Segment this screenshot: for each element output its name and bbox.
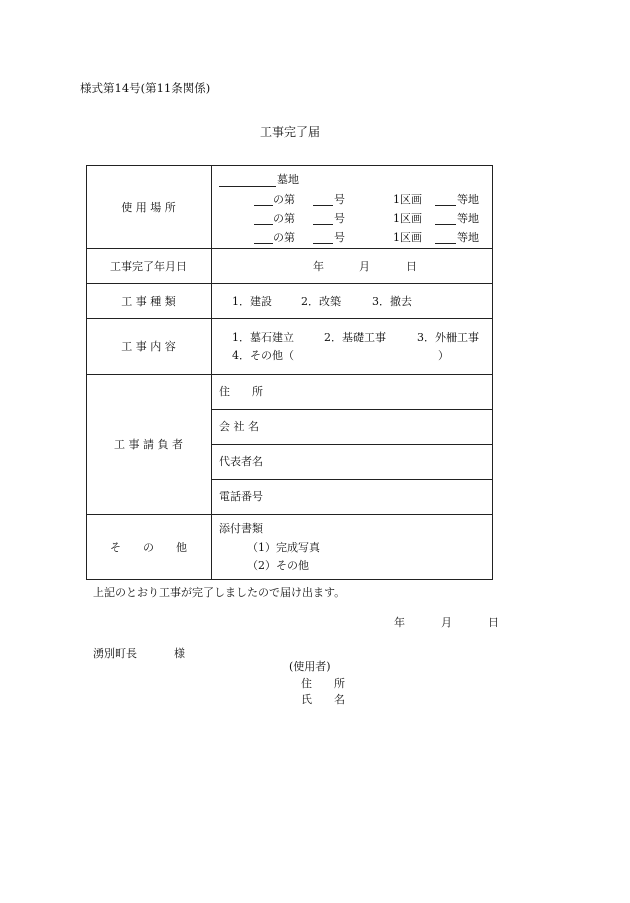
form-number: 様式第14号(第11条関係) bbox=[80, 81, 211, 95]
table-border-left bbox=[86, 165, 87, 580]
statement: 上記のとおり工事が完了しましたので届け出ます。 bbox=[93, 586, 346, 599]
table-border-right bbox=[492, 165, 493, 580]
work-content-option: 2．基礎工事 bbox=[324, 331, 386, 344]
contractor-representative-label: 代表者名 bbox=[219, 455, 263, 468]
signature-day: 日 bbox=[488, 616, 499, 629]
subrow-divider bbox=[211, 479, 493, 480]
work-content-label: 工 事 内 容 bbox=[121, 340, 176, 353]
work-type-option: 2．改築 bbox=[301, 295, 341, 308]
other-label: そ の 他 bbox=[110, 541, 187, 554]
work-content-other: 4．その他（ bbox=[232, 349, 294, 362]
row-divider bbox=[86, 318, 493, 319]
row-divider bbox=[86, 248, 493, 249]
row-divider bbox=[86, 283, 493, 284]
row-divider bbox=[86, 514, 493, 515]
attachment-item: （1）完成写真 bbox=[247, 541, 320, 554]
table-border-bottom bbox=[86, 579, 493, 580]
work-content-option: 3．外柵工事 bbox=[417, 331, 479, 344]
work-type-option: 1．建設 bbox=[232, 295, 272, 308]
completion-month: 月 bbox=[359, 260, 370, 273]
work-type-label: 工 事 種 類 bbox=[121, 295, 176, 308]
signature-year: 年 bbox=[394, 616, 405, 629]
contractor-phone-label: 電話番号 bbox=[219, 490, 263, 503]
attachment-item: （2）その他 bbox=[247, 559, 309, 572]
work-content-other-close: ） bbox=[438, 349, 449, 362]
form-table: 使 用 場 所 墓地 の第 号 1区画 等地 の第 号 1区画 等地 の第 号 1区画 等地 工事完了年月日 年 月 日 工 事 種 類 1．建設 2．改築 3．撤去 工 事 内 容 1．墓石建立 2．基礎工事 3．外柵工事 4．その他（ ） 工 事 請 負 者 住 所 会 社 名 代表者名 電話番号 そ の 他 添付書類 （1）完成写真 （2）その他 bbox=[86, 165, 493, 580]
completion-year: 年 bbox=[313, 260, 324, 273]
attachments-label: 添付書類 bbox=[219, 522, 263, 535]
applicant-address-label: 住 所 bbox=[301, 677, 345, 690]
cemetery-blank bbox=[219, 186, 276, 187]
completion-day: 日 bbox=[406, 260, 417, 273]
addressee-honorific: 様 bbox=[174, 647, 185, 660]
form-title: 工事完了届 bbox=[260, 125, 321, 139]
applicant-heading: (使用者) bbox=[289, 660, 331, 673]
contractor-label: 工 事 請 負 者 bbox=[114, 438, 183, 451]
column-divider bbox=[211, 165, 212, 580]
subrow-divider bbox=[211, 444, 493, 445]
work-content-option: 1．墓石建立 bbox=[232, 331, 294, 344]
signature-month: 月 bbox=[441, 616, 452, 629]
cemetery-text: 墓地 bbox=[277, 173, 299, 186]
applicant-name-label: 氏 名 bbox=[301, 693, 345, 706]
subrow-divider bbox=[211, 409, 493, 410]
contractor-address-label: 住 所 bbox=[219, 385, 263, 398]
addressee-name: 湧別町長 bbox=[93, 647, 137, 660]
location-label: 使 用 場 所 bbox=[121, 201, 176, 214]
work-type-option: 3．撤去 bbox=[372, 295, 412, 308]
table-border-top bbox=[86, 165, 493, 166]
contractor-company-label: 会 社 名 bbox=[219, 420, 259, 433]
row-divider bbox=[86, 374, 493, 375]
completion-date-label: 工事完了年月日 bbox=[110, 260, 187, 273]
